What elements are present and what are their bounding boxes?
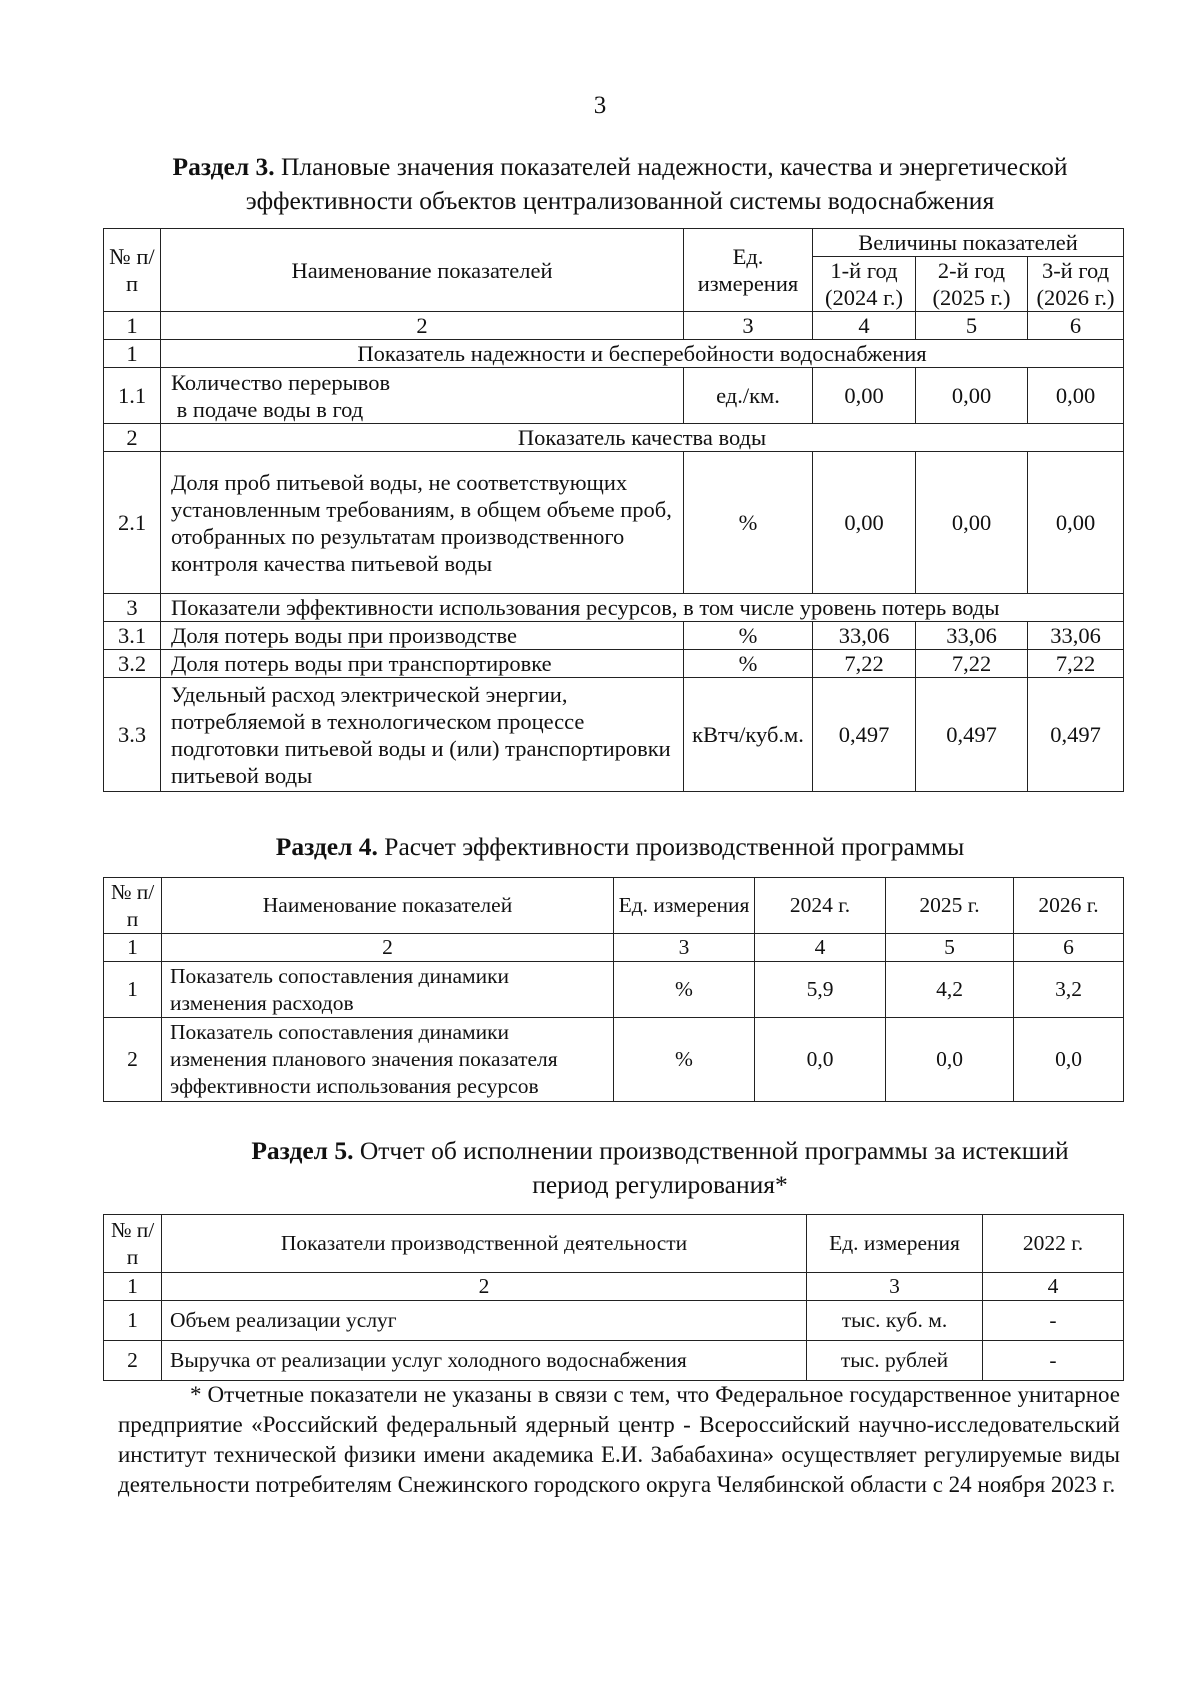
row-value: 0,497 — [813, 678, 916, 792]
group-label: Показатели эффективности использования ресурсов, в том числе уровень потерь воды — [161, 594, 1124, 622]
table-row — [104, 650, 1124, 678]
row-value: 0,00 — [916, 452, 1028, 594]
header-year1: 2024 г. — [755, 878, 886, 934]
header-unit: Ед. измерения — [684, 229, 813, 312]
row-unit: % — [614, 1018, 755, 1102]
colnum: 3 — [684, 312, 813, 340]
row-name: Доля потерь воды при производстве — [161, 622, 684, 650]
header-num: № п/п — [104, 878, 162, 934]
row-num: 3.2 — [104, 650, 161, 678]
table-row — [104, 1341, 1124, 1381]
section3-table — [103, 228, 1124, 792]
group-row — [104, 594, 1124, 622]
row-value: 33,06 — [813, 622, 916, 650]
row-name: Показатель сопоставления динамики изменения расходов — [162, 962, 614, 1018]
row-name: Выручка от реализации услуг холодного водоснабжения — [162, 1341, 807, 1381]
colnum-row — [104, 312, 1124, 340]
colnum-row — [104, 1273, 1124, 1301]
row-value: 4,2 — [886, 962, 1014, 1018]
row-value: 0,00 — [916, 368, 1028, 424]
row-value: 7,22 — [916, 650, 1028, 678]
row-unit: % — [684, 452, 813, 594]
row-name: Количество перерывов в подаче воды в год — [161, 368, 684, 424]
colnum: 3 — [807, 1273, 983, 1301]
section5-title-bold: Раздел 5. — [251, 1136, 354, 1165]
row-value: 0,00 — [813, 368, 916, 424]
row-value: 0,0 — [1014, 1018, 1124, 1102]
table-row — [104, 1301, 1124, 1341]
row-num: 3.1 — [104, 622, 161, 650]
colnum: 2 — [162, 934, 614, 962]
colnum: 5 — [916, 312, 1028, 340]
row-num: 1 — [104, 962, 162, 1018]
row-value: 7,22 — [813, 650, 916, 678]
header-year1: 2022 г. — [983, 1215, 1124, 1273]
colnum: 1 — [104, 934, 162, 962]
row-unit: тыс. куб. м. — [807, 1301, 983, 1341]
section3-title-bold: Раздел 3. — [172, 152, 275, 181]
row-value: 5,9 — [755, 962, 886, 1018]
colnum: 4 — [983, 1273, 1124, 1301]
colnum: 5 — [886, 934, 1014, 962]
colnum-row — [104, 934, 1124, 962]
header-year3: 2026 г. — [1014, 878, 1124, 934]
group-row — [104, 424, 1124, 452]
row-value: 0,497 — [916, 678, 1028, 792]
row-name: Показатель сопоставления динамики изменения планового значения показателя эффективности использования ресурсов — [162, 1018, 614, 1102]
group-row — [104, 340, 1124, 368]
section3-title-line1: Плановые значения показателей надежности, качества и энергетической — [274, 152, 1068, 181]
colnum: 3 — [614, 934, 755, 962]
group-num: 1 — [104, 340, 161, 368]
group-label: Показатель качества воды — [161, 424, 1124, 452]
row-unit: ед./км. — [684, 368, 813, 424]
header-name: Наименование показателей — [161, 229, 684, 312]
row-unit: тыс. рублей — [807, 1341, 983, 1381]
colnum: 2 — [162, 1273, 807, 1301]
table-row — [104, 962, 1124, 1018]
section5-table — [103, 1214, 1124, 1381]
row-num: 2.1 — [104, 452, 161, 594]
header-num: № п/п — [104, 229, 161, 312]
section4-title — [100, 830, 1140, 864]
table-row — [104, 678, 1124, 792]
row-unit: % — [684, 650, 813, 678]
row-name: Объем реализации услуг — [162, 1301, 807, 1341]
footnote: * Отчетные показатели не указаны в связи с тем, что Федеральное государственное унитарное предприятие «Российский федеральный ядерный центр - Всероссийский научно-исследовательский институт технической физики имени академика Е.И. Забабахина» осуществляет регулируемые виды деятельности потребителям Снежинского городского округа Челябинской области с 24 ноября 2023 г. — [118, 1382, 1120, 1497]
colnum: 1 — [104, 312, 161, 340]
section5-title-line2: период регулирования* — [532, 1170, 788, 1199]
section4-title-rest: Расчет эффективности производственной программы — [377, 832, 965, 861]
table-row — [104, 1018, 1124, 1102]
colnum: 4 — [813, 312, 916, 340]
row-value: 0,0 — [755, 1018, 886, 1102]
header-name: Показатели производственной деятельности — [162, 1215, 807, 1273]
row-value: 0,497 — [1028, 678, 1124, 792]
row-num: 2 — [104, 1341, 162, 1381]
group-num: 3 — [104, 594, 161, 622]
row-name: Доля проб питьевой воды, не соответствующих установленным требованиям, в общем объеме проб, отобранных по результатам производственного контроля качества питьевой воды — [161, 452, 684, 594]
row-num: 3.3 — [104, 678, 161, 792]
header-num: № п/п — [104, 1215, 162, 1273]
table-row — [104, 368, 1124, 424]
row-value: 0,00 — [813, 452, 916, 594]
header-year3: 3-й год (2026 г.) — [1028, 257, 1124, 312]
row-value: 0,0 — [886, 1018, 1014, 1102]
section4-table — [103, 877, 1124, 1102]
colnum: 2 — [161, 312, 684, 340]
colnum: 4 — [755, 934, 886, 962]
row-value: 33,06 — [916, 622, 1028, 650]
row-value: 7,22 — [1028, 650, 1124, 678]
header-name: Наименование показателей — [162, 878, 614, 934]
row-unit: кВтч/куб.м. — [684, 678, 813, 792]
header-year2: 2-й год (2025 г.) — [916, 257, 1028, 312]
row-value: 0,00 — [1028, 368, 1124, 424]
page-number: 3 — [593, 92, 607, 119]
header-year2: 2025 г. — [886, 878, 1014, 934]
group-label: Показатель надежности и бесперебойности водоснабжения — [161, 340, 1124, 368]
row-value: - — [983, 1341, 1124, 1381]
row-name: Доля потерь воды при транспортировке — [161, 650, 684, 678]
table-row — [104, 452, 1124, 594]
section5-title — [180, 1134, 1140, 1202]
row-value: 0,00 — [1028, 452, 1124, 594]
section3-title — [100, 150, 1140, 218]
row-unit: % — [684, 622, 813, 650]
row-unit: % — [614, 962, 755, 1018]
section5-title-line1: Отчет об исполнении производственной программы за истекший — [353, 1136, 1069, 1165]
header-unit: Ед. измерения — [614, 878, 755, 934]
section4-title-bold: Раздел 4. — [275, 832, 378, 861]
header-values: Величины показателей — [813, 229, 1124, 257]
section3-title-line2: эффективности объектов централизованной системы водоснабжения — [245, 186, 995, 215]
row-value: 33,06 — [1028, 622, 1124, 650]
row-value: 3,2 — [1014, 962, 1124, 1018]
row-value: - — [983, 1301, 1124, 1341]
colnum: 6 — [1028, 312, 1124, 340]
header-unit: Ед. измерения — [807, 1215, 983, 1273]
header-year1: 1-й год (2024 г.) — [813, 257, 916, 312]
row-num: 2 — [104, 1018, 162, 1102]
group-num: 2 — [104, 424, 161, 452]
row-num: 1 — [104, 1301, 162, 1341]
row-num: 1.1 — [104, 368, 161, 424]
row-name: Удельный расход электрической энергии, потребляемой в технологическом процессе подготовки питьевой воды и (или) транспортировки питьевой воды — [161, 678, 684, 792]
colnum: 6 — [1014, 934, 1124, 962]
colnum: 1 — [104, 1273, 162, 1301]
table-row — [104, 622, 1124, 650]
